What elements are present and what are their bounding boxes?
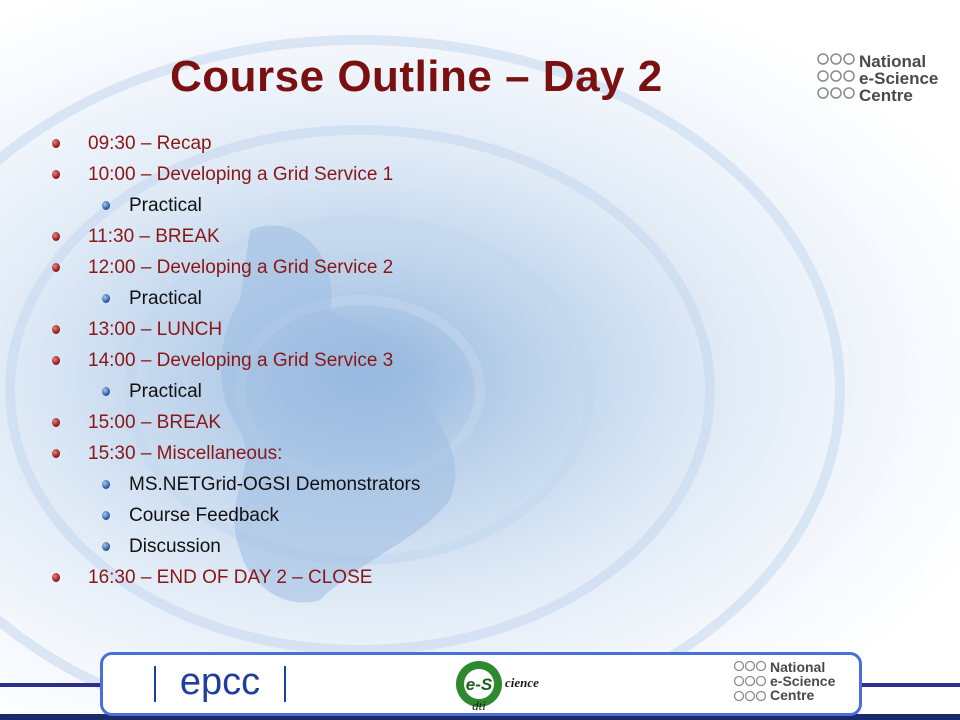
footer-logo-line-escience: e-Science: [770, 673, 836, 689]
agenda-item: [52, 438, 752, 469]
agenda-item-text: 15:30 – Miscellaneous:: [88, 443, 283, 464]
escience-dti-logo: [455, 654, 565, 714]
agenda-item: [52, 562, 752, 593]
agenda-item-text: 13:00 – LUNCH: [88, 319, 223, 340]
national-escience-centre-logo: [815, 50, 945, 110]
bullet-icon: [52, 573, 60, 582]
bullet-icon: [52, 232, 60, 241]
bullet-icon: [102, 387, 110, 396]
agenda-subitem: [52, 376, 752, 407]
footer-logo-line-centre: Centre: [770, 687, 815, 703]
agenda-item-text: 09:30 – Recap: [88, 133, 212, 154]
slide-title: Course Outline – Day 2: [170, 52, 663, 101]
epcc-text: epcc: [179, 661, 261, 703]
agenda-item: [52, 345, 752, 376]
agenda-item: [52, 407, 752, 438]
national-escience-centre-footer-logo: [732, 658, 852, 708]
logo-line-escience: e-Science: [859, 69, 939, 88]
bullet-icon: [102, 480, 110, 489]
agenda-item-text: Course Feedback: [129, 505, 279, 526]
escience-e-text: e-S: [465, 675, 493, 694]
agenda-item: [52, 252, 752, 283]
agenda-item-text: Practical: [129, 195, 202, 216]
agenda-item-text: 16:30 – END OF DAY 2 – CLOSE: [88, 567, 373, 588]
agenda-item-text: MS.NETGrid-OGSI Demonstrators: [129, 474, 421, 495]
bullet-icon: [52, 325, 60, 334]
bullet-icon: [102, 542, 110, 551]
footer-logo-line-national: National: [770, 659, 826, 675]
bullet-icon: [102, 201, 110, 210]
agenda-list: [52, 128, 752, 593]
epcc-logo: [150, 660, 290, 706]
agenda-item-text: 10:00 – Developing a Grid Service 1: [88, 164, 394, 185]
dti-text: dti: [472, 698, 486, 713]
agenda-item-text: Discussion: [129, 536, 221, 557]
agenda-item-text: 14:00 – Developing a Grid Service 3: [88, 350, 394, 371]
agenda-item: [52, 221, 752, 252]
logo-line-national: National: [859, 52, 927, 71]
bullet-icon: [52, 449, 60, 458]
bullet-icon: [102, 294, 110, 303]
bullet-icon: [52, 263, 60, 272]
agenda-subitem: [52, 283, 752, 314]
agenda-item-text: 11:30 – BREAK: [88, 226, 220, 247]
agenda-item: [52, 159, 752, 190]
escience-cience-text: cience: [505, 675, 539, 690]
logo-line-centre: Centre: [859, 86, 913, 105]
agenda-subitem: [52, 500, 752, 531]
bullet-icon: [52, 139, 60, 148]
agenda-item-text: Practical: [129, 288, 202, 309]
agenda-subitem: [52, 190, 752, 221]
agenda-item: [52, 314, 752, 345]
agenda-item-text: 15:00 – BREAK: [88, 412, 222, 433]
bullet-icon: [52, 418, 60, 427]
agenda-item-text: 12:00 – Developing a Grid Service 2: [88, 257, 394, 278]
bullet-icon: [102, 511, 110, 520]
agenda-item: [52, 128, 752, 159]
agenda-subitem: [52, 531, 752, 562]
bullet-icon: [52, 356, 60, 365]
agenda-subitem: [52, 469, 752, 500]
bullet-icon: [52, 170, 60, 179]
agenda-item-text: Practical: [129, 381, 202, 402]
